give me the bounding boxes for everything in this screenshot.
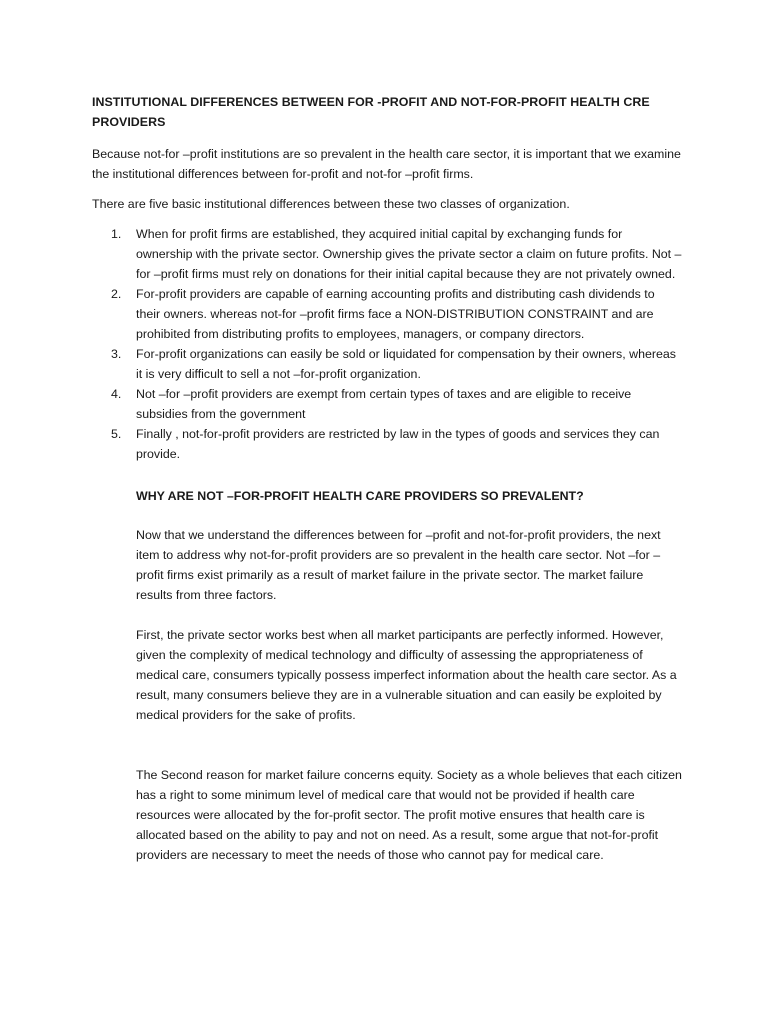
intro-paragraph-2: There are five basic institutional differences between these two classes of organization. (92, 197, 570, 211)
list-item (92, 224, 682, 284)
list-item-text: For-profit organizations can easily be sold or liquidated for compensation by their owners, whereas it is very difficult to sell a not –for-profit organization. (136, 347, 676, 381)
list-item-number: 4. (111, 387, 122, 401)
section-2-paragraph-3: The Second reason for market failure concerns equity. Society as a whole believes that each citizen has a right to some minimum level of medical care that would not be provided if health care resources were allocated by the for-profit sector. The profit motive ensures that health care is allocated based on the ability to pay and not on need. As a result, some argue that not-for-profit providers are necessary to meet the needs of those who cannot pay for medical care. (136, 768, 682, 862)
document-title: INSTITUTIONAL DIFFERENCES BETWEEN FOR -PROFIT AND NOT-FOR-PROFIT HEALTH CRE PROVIDERS (92, 95, 650, 129)
list-item-number: 3. (111, 347, 122, 361)
list-item-number: 2. (111, 287, 122, 301)
list-item-text: Finally , not-for-profit providers are restricted by law in the types of goods and services they can provide. (136, 427, 660, 461)
list-item (92, 284, 682, 344)
intro-paragraph-1: Because not-for –profit institutions are so prevalent in the health care sector, it is important that we examine the institutional differences between for-profit and not-for –profit firms. (92, 147, 681, 181)
list-item (92, 384, 682, 424)
list-item-number: 1. (111, 227, 122, 241)
list-item (92, 424, 682, 464)
section-2-paragraph-1: Now that we understand the differences between for –profit and not-for-profit providers, the next item to address why not-for-profit providers are so prevalent in the health care sector. Not –for –profit firms exist primarily as a result of market failure in the private sector. The market failure results from three factors. (136, 528, 661, 602)
list-item-text: When for profit firms are established, they acquired initial capital by exchanging funds for ownership with the private sector. Ownership gives the private sector a claim on future profits. Not –for –profit firms must rely on donations for their initial capital because they are not privately owned. (136, 227, 682, 281)
section-2-title: WHY ARE NOT –FOR-PROFIT HEALTH CARE PROVIDERS SO PREVALENT? (136, 489, 584, 503)
list-item (92, 344, 682, 384)
section-2-paragraph-2: First, the private sector works best when all market participants are perfectly informed. However, given the complexity of medical technology and difficulty of assessing the appropriateness of medical care, consumers typically possess imperfect information about the health care sector. As a result, many consumers believe they are in a vulnerable situation and can easily be exploited by medical providers for the sake of profits. (136, 628, 677, 722)
list-item-number: 5. (111, 427, 122, 441)
list-item-text: For-profit providers are capable of earning accounting profits and distributing cash dividends to their owners. whereas not-for –profit firms face a NON-DISTRIBUTION CONSTRAINT and are prohibited from distributing profits to employees, managers, or company directors. (136, 287, 655, 341)
document-page (92, 92, 682, 875)
list-item-text: Not –for –profit providers are exempt from certain types of taxes and are eligible to receive subsidies from the government (136, 387, 632, 421)
differences-list (92, 224, 682, 464)
